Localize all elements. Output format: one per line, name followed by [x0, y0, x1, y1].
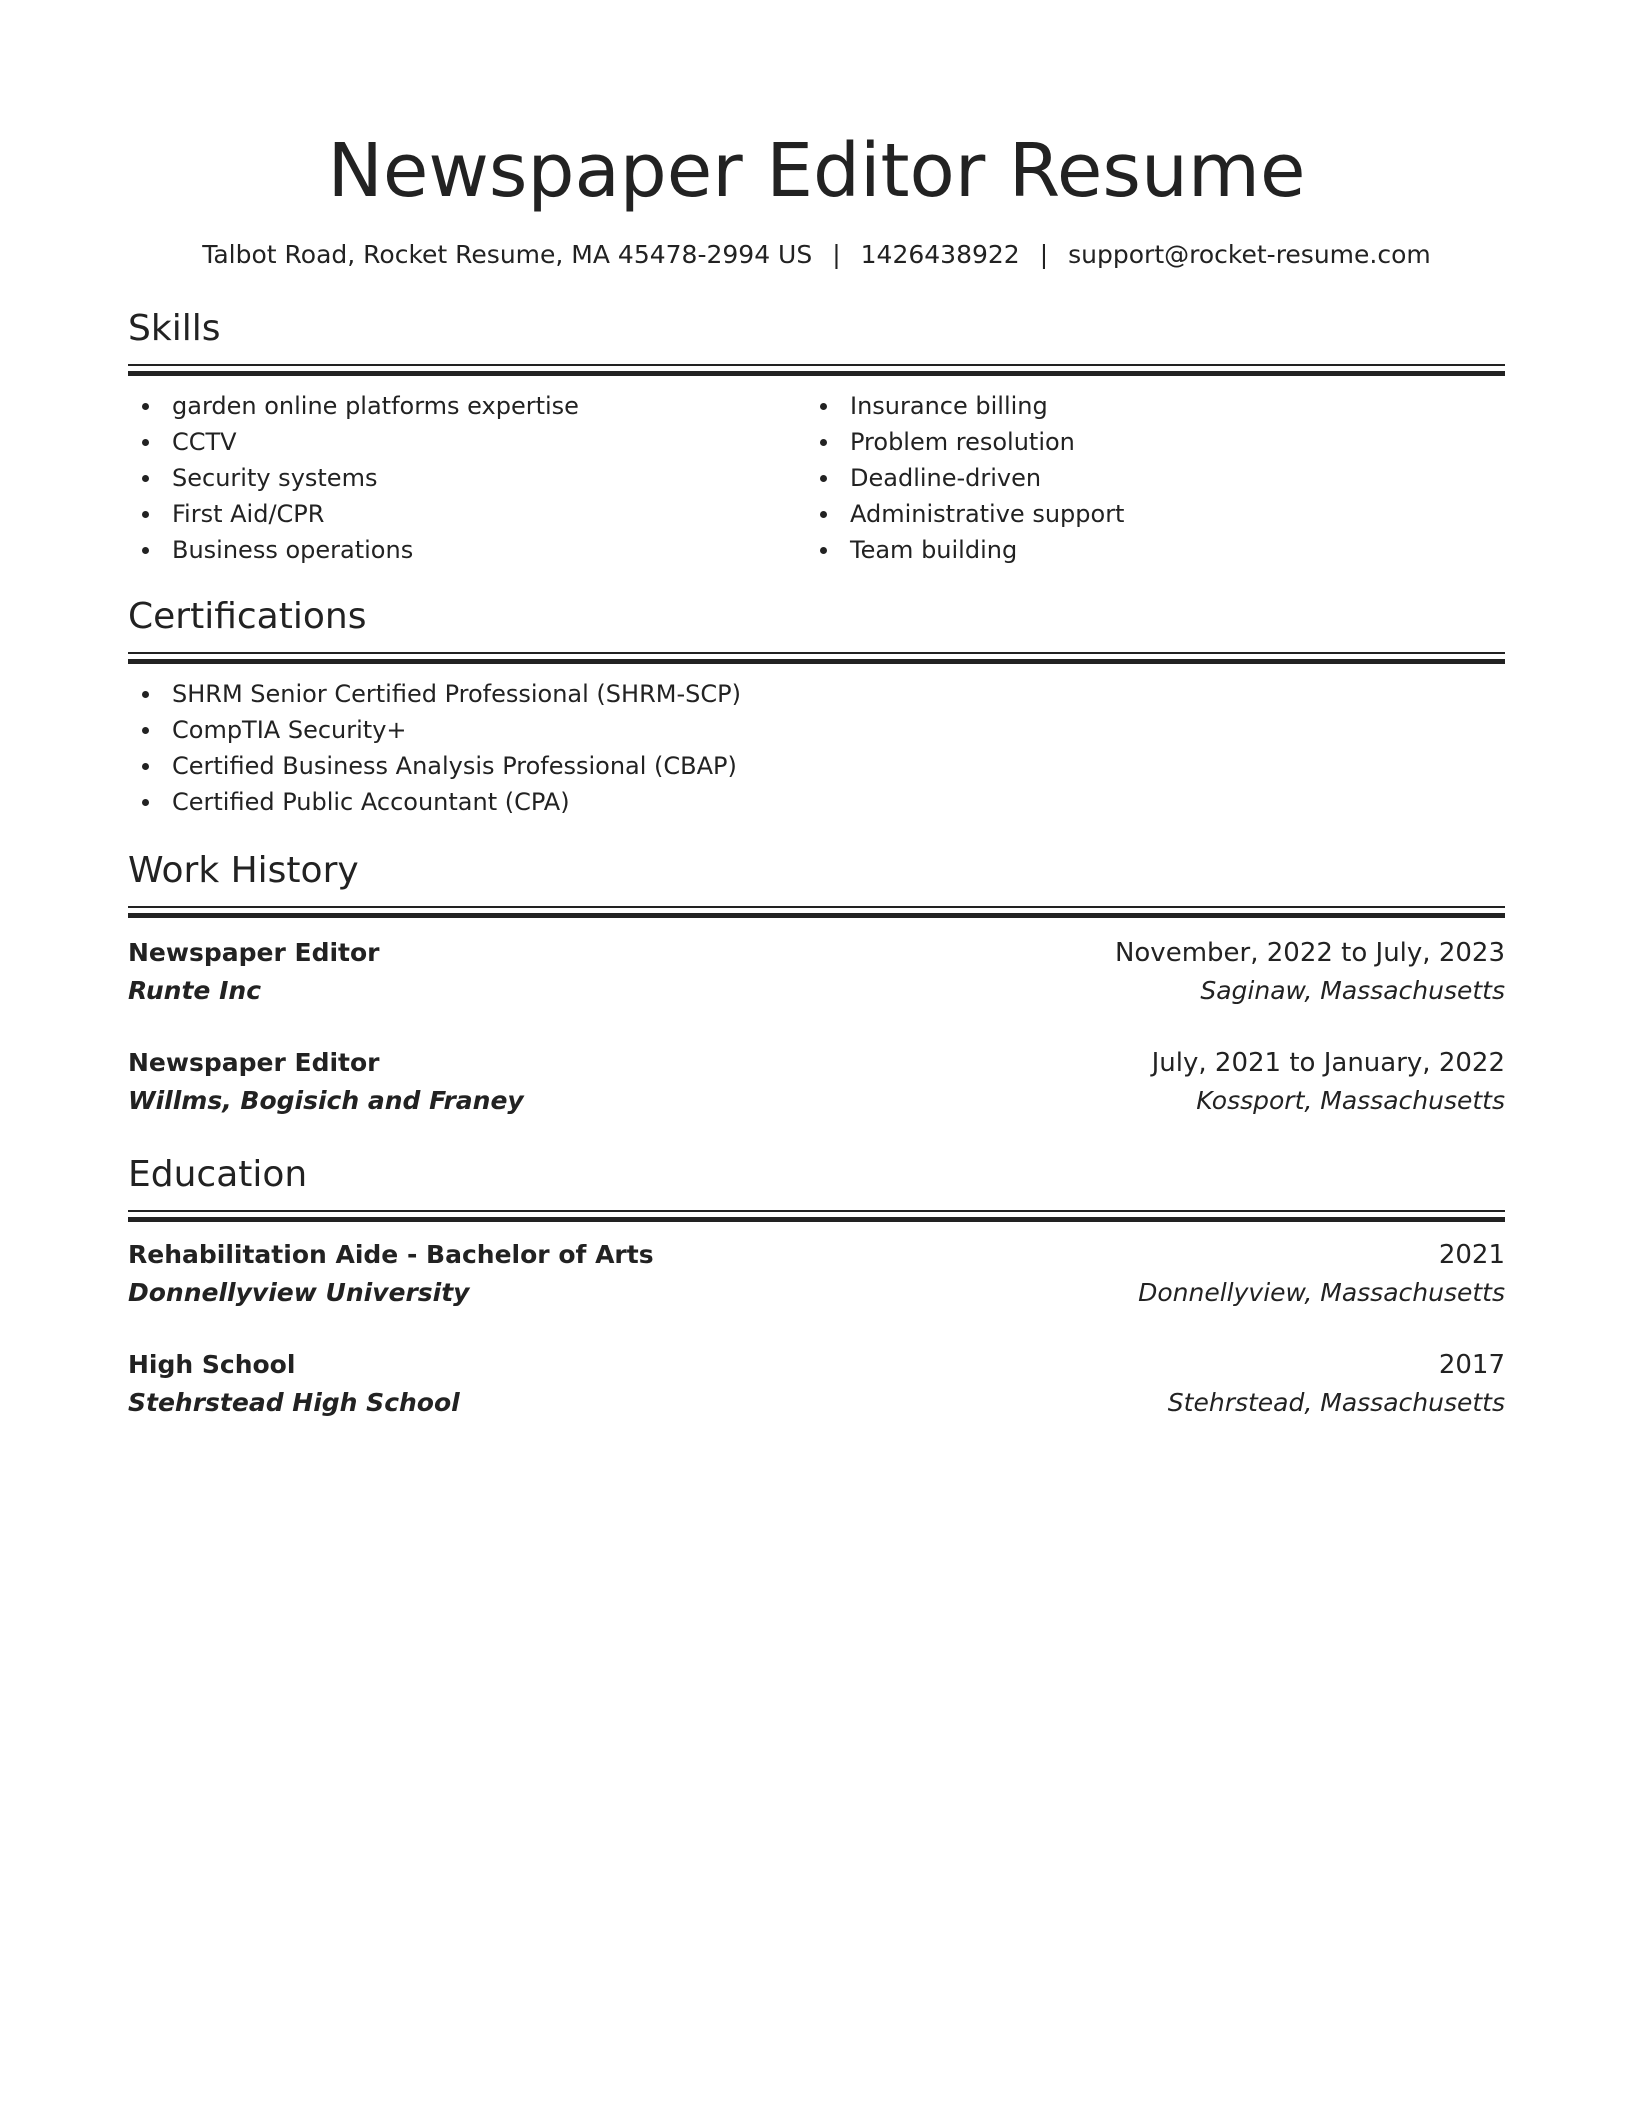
certification-item: CompTIA Security+: [128, 712, 1505, 748]
school-name: Stehrstead High School: [128, 1388, 460, 1417]
certification-item: Certified Business Analysis Professional (CBAP): [128, 748, 1505, 784]
contact-separator: |: [1039, 240, 1049, 269]
resume-title: Newspaper Editor Resume: [327, 128, 1306, 214]
skill-item: garden online platforms expertise: [128, 388, 806, 424]
job-company: Willms, Bogisich and Franey: [128, 1086, 524, 1115]
job-title: Newspaper Editor: [128, 938, 380, 967]
certification-item: SHRM Senior Certified Professional (SHRM-SCP): [128, 676, 1505, 712]
contact-phone: 1426438922: [860, 240, 1020, 269]
school-location: Donnellyview, Massachusetts: [1138, 1278, 1505, 1307]
section-divider: [128, 652, 1505, 664]
skill-item: Security systems: [128, 460, 806, 496]
skill-item: Business operations: [128, 532, 806, 568]
skill-item: First Aid/CPR: [128, 496, 806, 532]
education-entry: [128, 1236, 1505, 1312]
section-heading-certifications: Certifications: [128, 596, 367, 637]
degree-title: High School: [128, 1350, 296, 1379]
section-divider: [128, 1210, 1505, 1222]
contact-line: [128, 238, 1505, 272]
contact-separator: |: [832, 240, 841, 269]
resume-page: [128, 0, 1505, 1422]
skill-item: Insurance billing: [806, 388, 1484, 424]
skill-item: Deadline-driven: [806, 460, 1484, 496]
certifications-section: [128, 594, 1505, 820]
skills-section: [128, 306, 1505, 568]
job-title: Newspaper Editor: [128, 1048, 380, 1077]
certifications-list: [128, 676, 1505, 820]
skill-item: CCTV: [128, 424, 806, 460]
section-divider: [128, 364, 1505, 376]
contact-address: Talbot Road, Rocket Resume, MA 45478-2994 US: [202, 240, 813, 269]
section-heading-education: Education: [128, 1154, 308, 1195]
work-entry: [128, 1044, 1505, 1120]
section-divider: [128, 906, 1505, 918]
job-dates: July, 2021 to January, 2022: [1151, 1048, 1505, 1078]
school-name: Donnellyview University: [128, 1278, 470, 1307]
education-entry: [128, 1346, 1505, 1422]
degree-title: Rehabilitation Aide - Bachelor of Arts: [128, 1240, 654, 1269]
work-history-section: [128, 848, 1505, 1120]
graduation-year: 2017: [1438, 1350, 1505, 1380]
skill-item: Problem resolution: [806, 424, 1484, 460]
job-dates: November, 2022 to July, 2023: [1114, 938, 1505, 968]
skill-item: Administrative support: [806, 496, 1484, 532]
skill-item: Team building: [806, 532, 1484, 568]
graduation-year: 2021: [1438, 1240, 1505, 1270]
work-entry: [128, 934, 1505, 1010]
skills-grid: [128, 388, 1505, 568]
job-location: Saginaw, Massachusetts: [1200, 976, 1505, 1005]
section-heading-work-history: Work History: [128, 850, 359, 891]
contact-email[interactable]: support@rocket-resume.com: [1068, 240, 1431, 269]
job-company: Runte Inc: [128, 976, 262, 1005]
certification-item: Certified Public Accountant (CPA): [128, 784, 1505, 820]
section-heading-skills: Skills: [128, 308, 221, 349]
job-location: Kossport, Massachusetts: [1196, 1086, 1505, 1115]
education-section: [128, 1152, 1505, 1422]
skills-list-left: [128, 388, 806, 568]
school-location: Stehrstead, Massachusetts: [1167, 1388, 1505, 1417]
skills-list-right: [806, 388, 1484, 568]
